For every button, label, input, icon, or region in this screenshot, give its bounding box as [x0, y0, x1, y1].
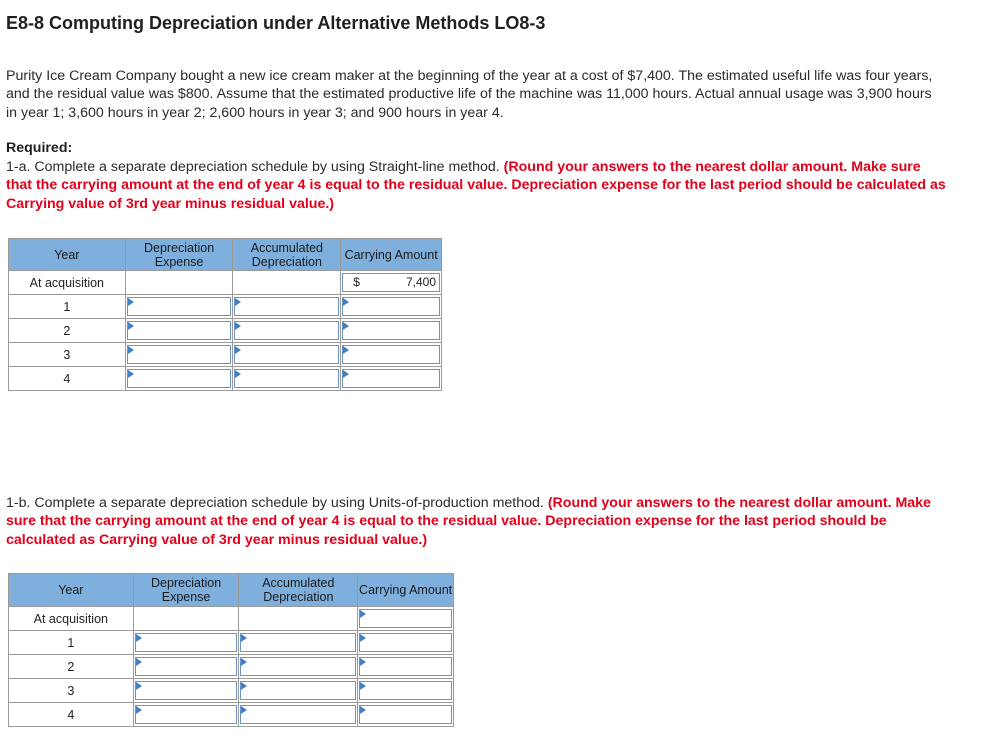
input-flag-icon	[343, 346, 349, 354]
table-row	[9, 631, 454, 655]
acc-dep-input-year-3[interactable]	[240, 681, 356, 700]
carrying-input-year-1[interactable]	[359, 633, 452, 652]
dep-expense-input-year-1[interactable]	[135, 633, 238, 652]
input-flag-icon	[128, 322, 134, 330]
year-cell: 3	[9, 343, 126, 367]
input-flag-icon	[241, 634, 247, 642]
page-title: E8-8 Computing Depreciation under Alternative Methods LO8-3	[6, 13, 546, 33]
empty-cell	[133, 607, 239, 631]
table-row	[9, 367, 442, 391]
year-cell: At acquisition	[9, 271, 126, 295]
year-cell: 2	[9, 655, 134, 679]
carrying-amount-acquisition-value	[342, 273, 440, 292]
input-flag-icon	[343, 370, 349, 378]
carrying-input-acquisition[interactable]	[359, 609, 452, 628]
input-flag-icon	[136, 682, 142, 690]
table-row	[9, 295, 442, 319]
year-cell: 4	[9, 367, 126, 391]
header-carrying-amount: Carrying Amount	[358, 574, 454, 607]
dep-expense-input-year-3[interactable]	[135, 681, 238, 700]
input-flag-icon	[235, 370, 241, 378]
table-row	[9, 655, 454, 679]
header-year: Year	[9, 574, 134, 607]
header-year: Year	[9, 239, 126, 271]
table-row	[9, 703, 454, 727]
dep-expense-input-year-4[interactable]	[135, 705, 238, 724]
header-depreciation-expense: Depreciation Expense	[133, 574, 239, 607]
carrying-input-year-3[interactable]	[359, 681, 452, 700]
input-flag-icon	[136, 634, 142, 642]
year-cell: 4	[9, 703, 134, 727]
header-accumulated-depreciation: Accumulated Depreciation	[233, 239, 341, 271]
acc-dep-input-year-1[interactable]	[240, 633, 356, 652]
input-flag-icon	[235, 322, 241, 330]
input-flag-icon	[360, 634, 366, 642]
part-a-instruction-text: 1-a. Complete a separate depreciation schedule by using Straight-line method.	[6, 159, 500, 175]
input-flag-icon	[128, 298, 134, 306]
acc-dep-input-year-3[interactable]	[234, 345, 339, 364]
input-flag-icon	[241, 658, 247, 666]
input-flag-icon	[360, 658, 366, 666]
table-row	[9, 271, 442, 295]
dep-expense-input-year-4[interactable]	[127, 369, 232, 388]
table-row	[9, 679, 454, 703]
input-flag-icon	[343, 298, 349, 306]
input-flag-icon	[241, 682, 247, 690]
input-flag-icon	[360, 706, 366, 714]
carrying-input-year-4[interactable]	[359, 705, 452, 724]
part-b-note: (Round your answers to the nearest dollar amount. Make sure that the carrying amount at the end of year 4 is equal to the residual value. Depreciation expense for the last period should be calculated as Carrying value of 3rd year minus residual value.)	[6, 495, 931, 548]
carrying-input-year-2[interactable]	[359, 657, 452, 676]
dep-expense-input-year-3[interactable]	[127, 345, 232, 364]
input-flag-icon	[360, 610, 366, 618]
part-a-instruction	[6, 158, 946, 213]
table-row	[9, 607, 454, 631]
year-cell: 1	[9, 631, 134, 655]
carrying-amount-acquisition-cell	[341, 271, 442, 295]
header-accumulated-depreciation: Accumulated Depreciation	[239, 574, 358, 607]
carrying-input-year-2[interactable]	[342, 321, 440, 340]
input-flag-icon	[343, 322, 349, 330]
carrying-input-year-1[interactable]	[342, 297, 440, 316]
acc-dep-input-year-2[interactable]	[234, 321, 339, 340]
problem-description: Purity Ice Cream Company bought a new ice cream maker at the beginning of the year at a cost of $7,400. The estimated useful life was four years, and the residual value was $800. Assume that the estimated productive life of the machine was 11,000 hours. Actual annual usage was 3,900 hours in year 1; 3,600 hours in year 2; 2,600 hours in year 3; and 900 hours in year 4.	[6, 68, 933, 121]
header-carrying-amount: Carrying Amount	[341, 239, 442, 271]
acc-dep-input-year-4[interactable]	[240, 705, 356, 724]
empty-cell	[239, 607, 358, 631]
part-b-instruction	[6, 494, 946, 549]
units-of-production-schedule-table	[8, 573, 454, 727]
input-flag-icon	[241, 706, 247, 714]
empty-cell	[125, 271, 233, 295]
header-depreciation-expense: Depreciation Expense	[125, 239, 233, 271]
part-a-note: (Round your answers to the nearest dollar amount. Make sure that the carrying amount at the end of year 4 is equal to the residual value. Depreciation expense for the last period should be calculated as Carrying value of 3rd year minus residual value.)	[6, 159, 946, 212]
year-cell: 1	[9, 295, 126, 319]
acc-dep-input-year-2[interactable]	[240, 657, 356, 676]
carrying-input-year-3[interactable]	[342, 345, 440, 364]
table-row	[9, 319, 442, 343]
dep-expense-input-year-2[interactable]	[127, 321, 232, 340]
dep-expense-input-year-1[interactable]	[127, 297, 232, 316]
year-cell: At acquisition	[9, 607, 134, 631]
carrying-amount-value: 7,400	[405, 275, 436, 289]
carrying-input-year-4[interactable]	[342, 369, 440, 388]
currency-symbol: $	[353, 275, 360, 289]
year-cell: 3	[9, 679, 134, 703]
straight-line-schedule-table	[8, 238, 442, 391]
input-flag-icon	[136, 706, 142, 714]
acc-dep-input-year-1[interactable]	[234, 297, 339, 316]
dep-expense-input-year-2[interactable]	[135, 657, 238, 676]
input-flag-icon	[235, 346, 241, 354]
year-cell: 2	[9, 319, 126, 343]
input-flag-icon	[136, 658, 142, 666]
required-label: Required:	[6, 140, 73, 156]
empty-cell	[233, 271, 341, 295]
part-b-instruction-text: 1-b. Complete a separate depreciation schedule by using Units-of-production method.	[6, 495, 544, 511]
input-flag-icon	[128, 346, 134, 354]
input-flag-icon	[360, 682, 366, 690]
acc-dep-input-year-4[interactable]	[234, 369, 339, 388]
table-row	[9, 343, 442, 367]
input-flag-icon	[128, 370, 134, 378]
input-flag-icon	[235, 298, 241, 306]
